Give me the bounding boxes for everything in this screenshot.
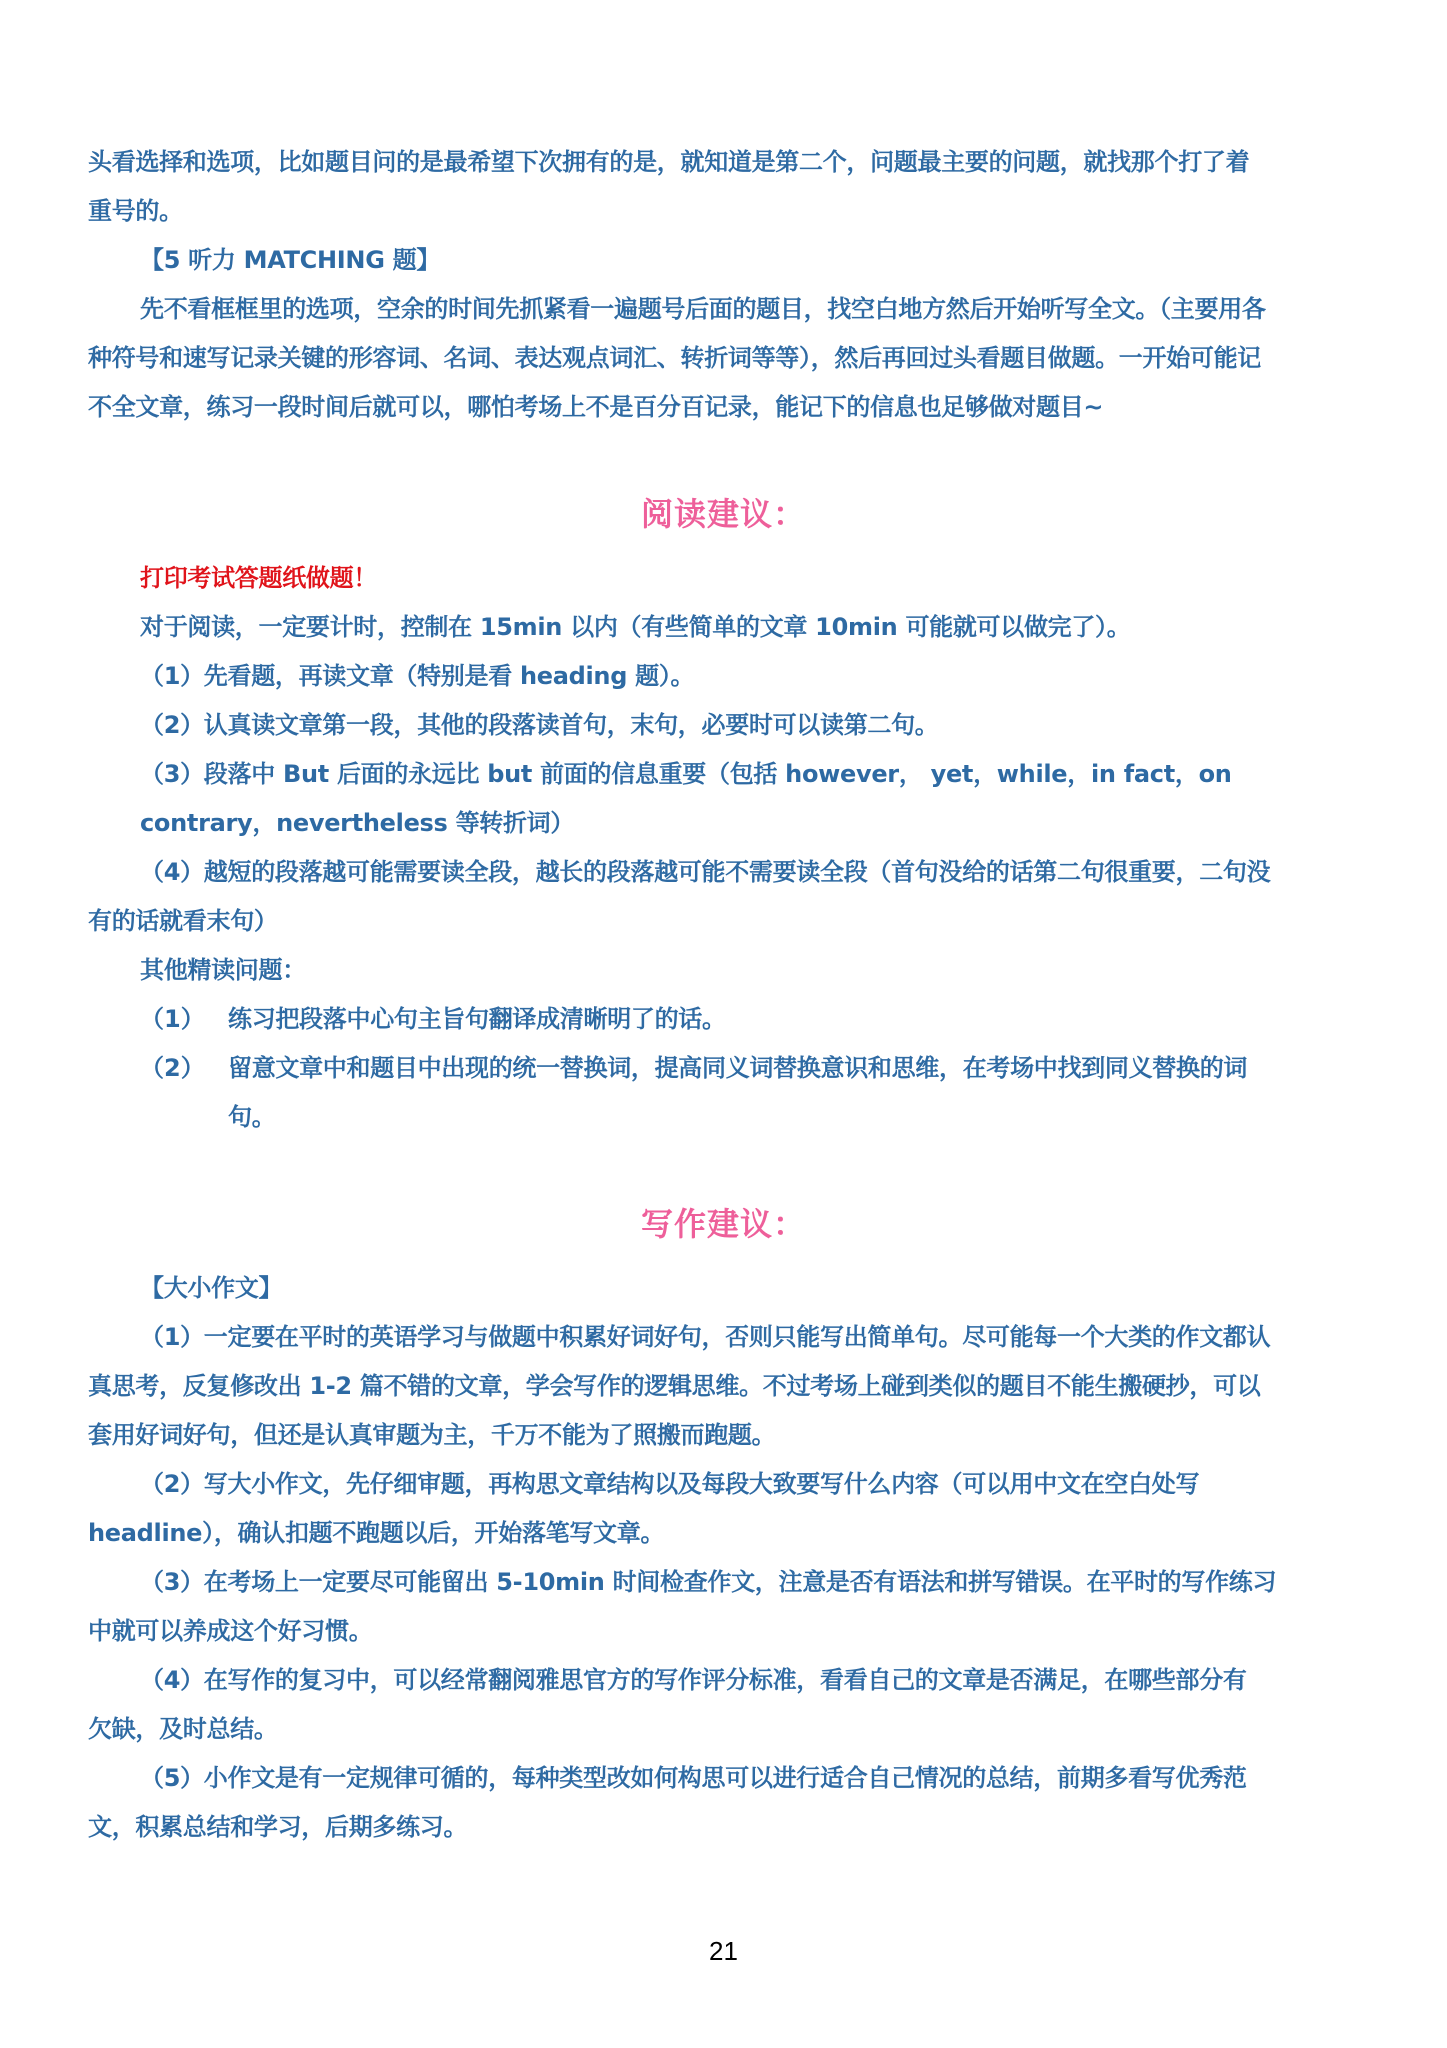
reading-heading: 阅读建议：: [640, 495, 806, 533]
reading-alert: 打印考试答题纸做题！: [140, 564, 377, 592]
writing-line: 套用好词好句，但还是认真审题为主，千万不能为了照搬而跑题。: [88, 1421, 776, 1449]
writing-line: headline），确认扣题不跑题以后，开始落笔写文章。: [88, 1519, 665, 1547]
matching-paragraph-line: 种符号和速写记录关键的形容词、名词、表达观点词汇、转折词等等），然后再回过头看题目做题。一开始可能记: [88, 344, 1261, 372]
writing-subtitle: 【大小作文】: [140, 1274, 283, 1302]
reading-tip: （4）越短的段落越可能需要读全段，越长的段落越可能不需要读全段（首句没给的话第二句很重要，二句没: [140, 858, 1271, 886]
reading-tip: （2）认真读文章第一段，其他的段落读首句，末句，必要时可以读第二句。: [140, 711, 939, 739]
matching-paragraph-line: 先不看框框里的选项，空余的时间先抓紧看一遍题号后面的题目，找空白地方然后开始听写全文。（主要用各: [140, 295, 1266, 323]
list-number: （2）: [140, 1054, 205, 1082]
writing-line: （5）小作文是有一定规律可循的，每种类型改如何构思可以进行适合自己情况的总结，前期多看写优秀范: [140, 1764, 1247, 1792]
writing-line: （3）在考场上一定要尽可能留出 5-10min 时间检查作文，注意是否有语法和拼写错误。在平时的写作练习: [140, 1568, 1277, 1596]
other-reading-title: 其他精读问题：: [140, 956, 306, 984]
matching-paragraph-line: 不全文章，练习一段时间后就可以，哪怕考场上不是百分百记录，能记下的信息也足够做对题目~: [88, 393, 1104, 421]
list-item: 留意文章中和题目中出现的统一替换词，提高同义词替换意识和思维，在考场中找到同义替换的词: [228, 1054, 1248, 1082]
list-number: （1）: [140, 1005, 205, 1033]
writing-line: 中就可以养成这个好习惯。: [88, 1617, 373, 1645]
reading-tip: contrary，nevertheless 等转折词）: [140, 809, 575, 837]
listening-paragraph-line: 重号的。: [88, 197, 183, 225]
writing-line: （2）写大小作文，先仔细审题，再构思文章结构以及每段大致要写什么内容（可以用中文在空白处写: [140, 1470, 1200, 1498]
list-item: 句。: [228, 1103, 276, 1131]
reading-tip: 有的话就看末句）: [88, 907, 278, 935]
writing-line: （1）一定要在平时的英语学习与做题中积累好词好句，否则只能写出简单句。尽可能每一个大类的作文都认: [140, 1323, 1271, 1351]
writing-heading: 写作建议：: [640, 1205, 806, 1243]
writing-line: 文，积累总结和学习，后期多练习。: [88, 1813, 468, 1841]
matching-section-title: 【5 听力 MATCHING 题】: [140, 246, 441, 274]
writing-line: 真思考，反复修改出 1-2 篇不错的文章，学会写作的逻辑思维。不过考场上碰到类似的题目不能生搬硬抄，可以: [88, 1372, 1261, 1400]
reading-tip: （3）段落中 But 后面的永远比 but 前面的信息重要（包括 however， yet，while，in fact，on: [140, 760, 1232, 788]
page-number: 21: [709, 1936, 738, 1966]
reading-intro: 对于阅读，一定要计时，控制在 15min 以内（有些简单的文章 10min 可能就可以做完了）。: [140, 613, 1131, 641]
reading-tip: （1）先看题，再读文章（特别是看 heading 题）。: [140, 662, 695, 690]
listening-paragraph-line: 头看选择和选项，比如题目问的是最希望下次拥有的是，就知道是第二个，问题最主要的问题，就找那个打了着: [88, 148, 1250, 176]
writing-line: 欠缺，及时总结。: [88, 1715, 278, 1743]
writing-line: （4）在写作的复习中，可以经常翻阅雅思官方的写作评分标准，看看自己的文章是否满足，在哪些部分有: [140, 1666, 1247, 1694]
list-item: 练习把段落中心句主旨句翻译成清晰明了的话。: [228, 1005, 726, 1033]
